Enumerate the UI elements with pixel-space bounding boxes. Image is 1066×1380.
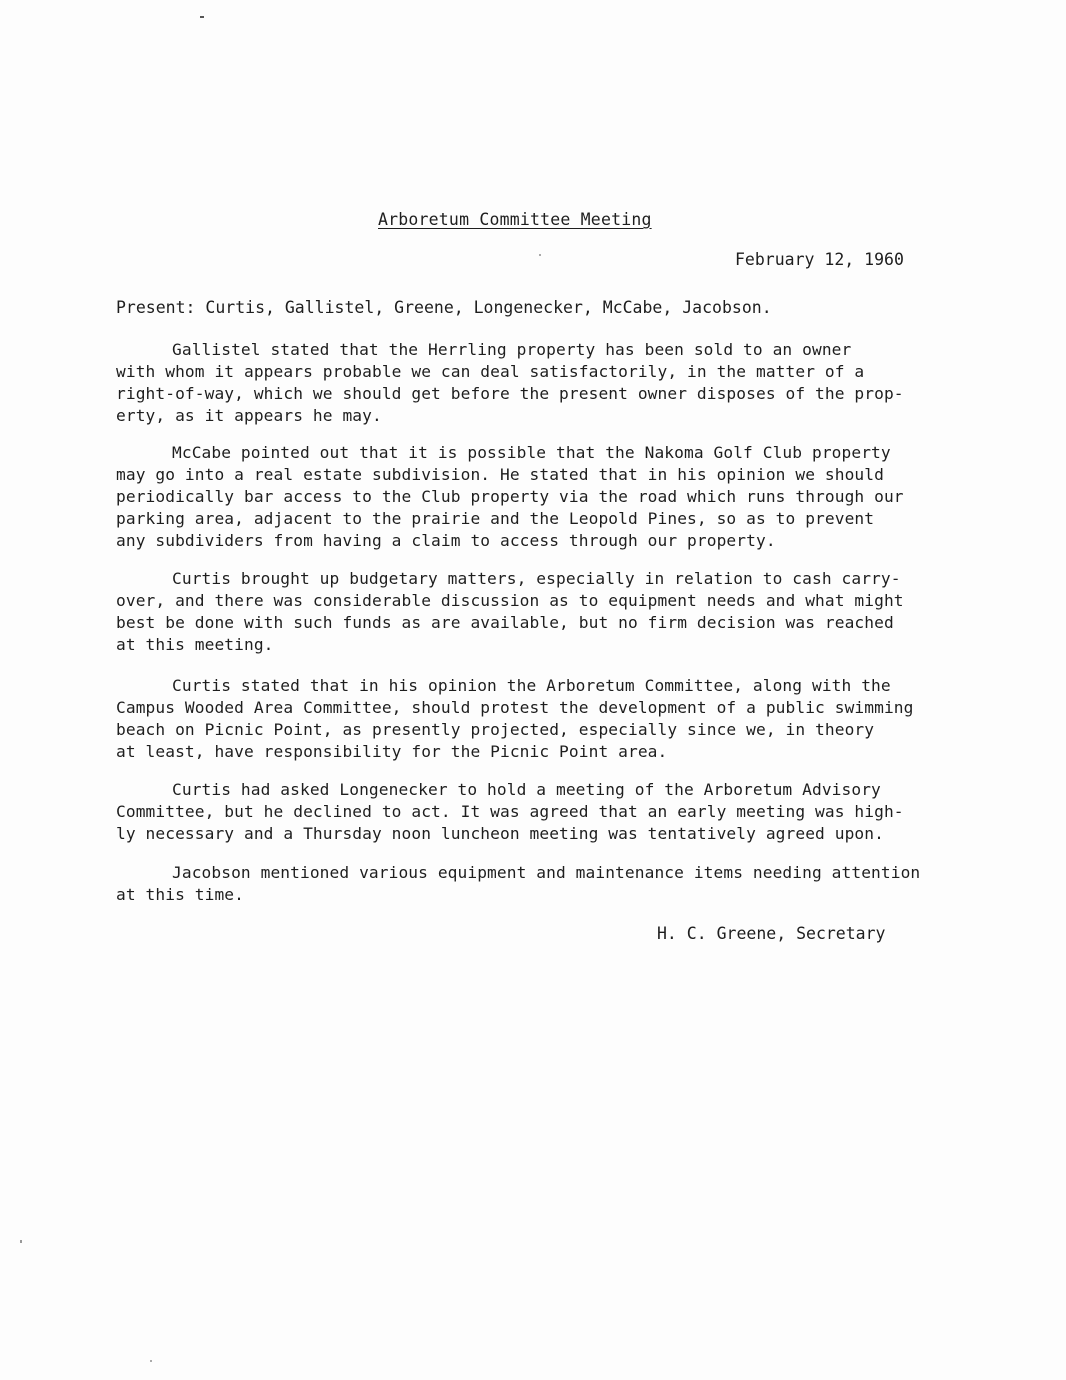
paragraph-line: Curtis stated that in his opinion the Arboretum Committee, along with the [172,676,891,695]
paragraph-line: McCabe pointed out that it is possible that the Nakoma Golf Club property [172,443,891,462]
paragraph-line: over, and there was considerable discussion as to equipment needs and what might [116,591,904,610]
paragraph-line: best be done with such funds as are available, but no firm decision was reached [116,613,894,632]
paragraph-line: Jacobson mentioned various equipment and maintenance items needing attention [172,863,921,882]
scan-speck [200,16,204,18]
paragraph-herrling-property [116,339,976,427]
paragraph-line: parking area, adjacent to the prairie and the Leopold Pines, so as to prevent [116,509,875,528]
paragraph-line: with whom it appears probable we can deal satisfactorily, in the matter of a [116,362,865,381]
paragraph-budget [116,568,976,656]
paragraph-line: Curtis brought up budgetary matters, especially in relation to cash carry- [172,569,901,588]
paragraph-line: Campus Wooded Area Committee, should protest the development of a public swimming [116,698,914,717]
paragraph-golf-club-property [116,442,976,552]
scan-speck [539,254,541,256]
paragraph-picnic-point [116,675,976,763]
scan-speck [150,1360,152,1362]
paragraph-line: at least, have responsibility for the Picnic Point area. [116,742,668,761]
paragraph-line: at this meeting. [116,635,274,654]
paragraph-advisory-meeting [116,779,976,845]
paragraph-line: at this time. [116,885,244,904]
paragraph-line: any subdividers from having a claim to access through our property. [116,531,776,550]
paragraph-line: periodically bar access to the Club property via the road which runs through our [116,487,904,506]
paragraph-line: beach on Picnic Point, as presently projected, especially since we, in theory [116,720,875,739]
signature-line: H. C. Greene, Secretary [657,924,886,943]
paragraph-line: Curtis had asked Longenecker to hold a meeting of the Arboretum Advisory [172,780,881,799]
document-title: Arboretum Committee Meeting [378,210,652,229]
attendees-line: Present: Curtis, Gallistel, Greene, Longenecker, McCabe, Jacobson. [116,298,772,317]
paragraph-line: may go into a real estate subdivision. He stated that in his opinion we should [116,465,884,484]
paragraph-line: erty, as it appears he may. [116,406,382,425]
paragraph-line: Committee, but he declined to act. It was agreed that an early meeting was high- [116,802,904,821]
document-date: February 12, 1960 [735,250,904,269]
paragraph-equipment [116,862,976,906]
paragraph-line: right-of-way, which we should get before the present owner disposes of the prop- [116,384,904,403]
scan-speck [20,1240,22,1243]
paragraph-line: Gallistel stated that the Herrling property has been sold to an owner [172,340,852,359]
paragraph-line: ly necessary and a Thursday noon luncheon meeting was tentatively agreed upon. [116,824,884,843]
